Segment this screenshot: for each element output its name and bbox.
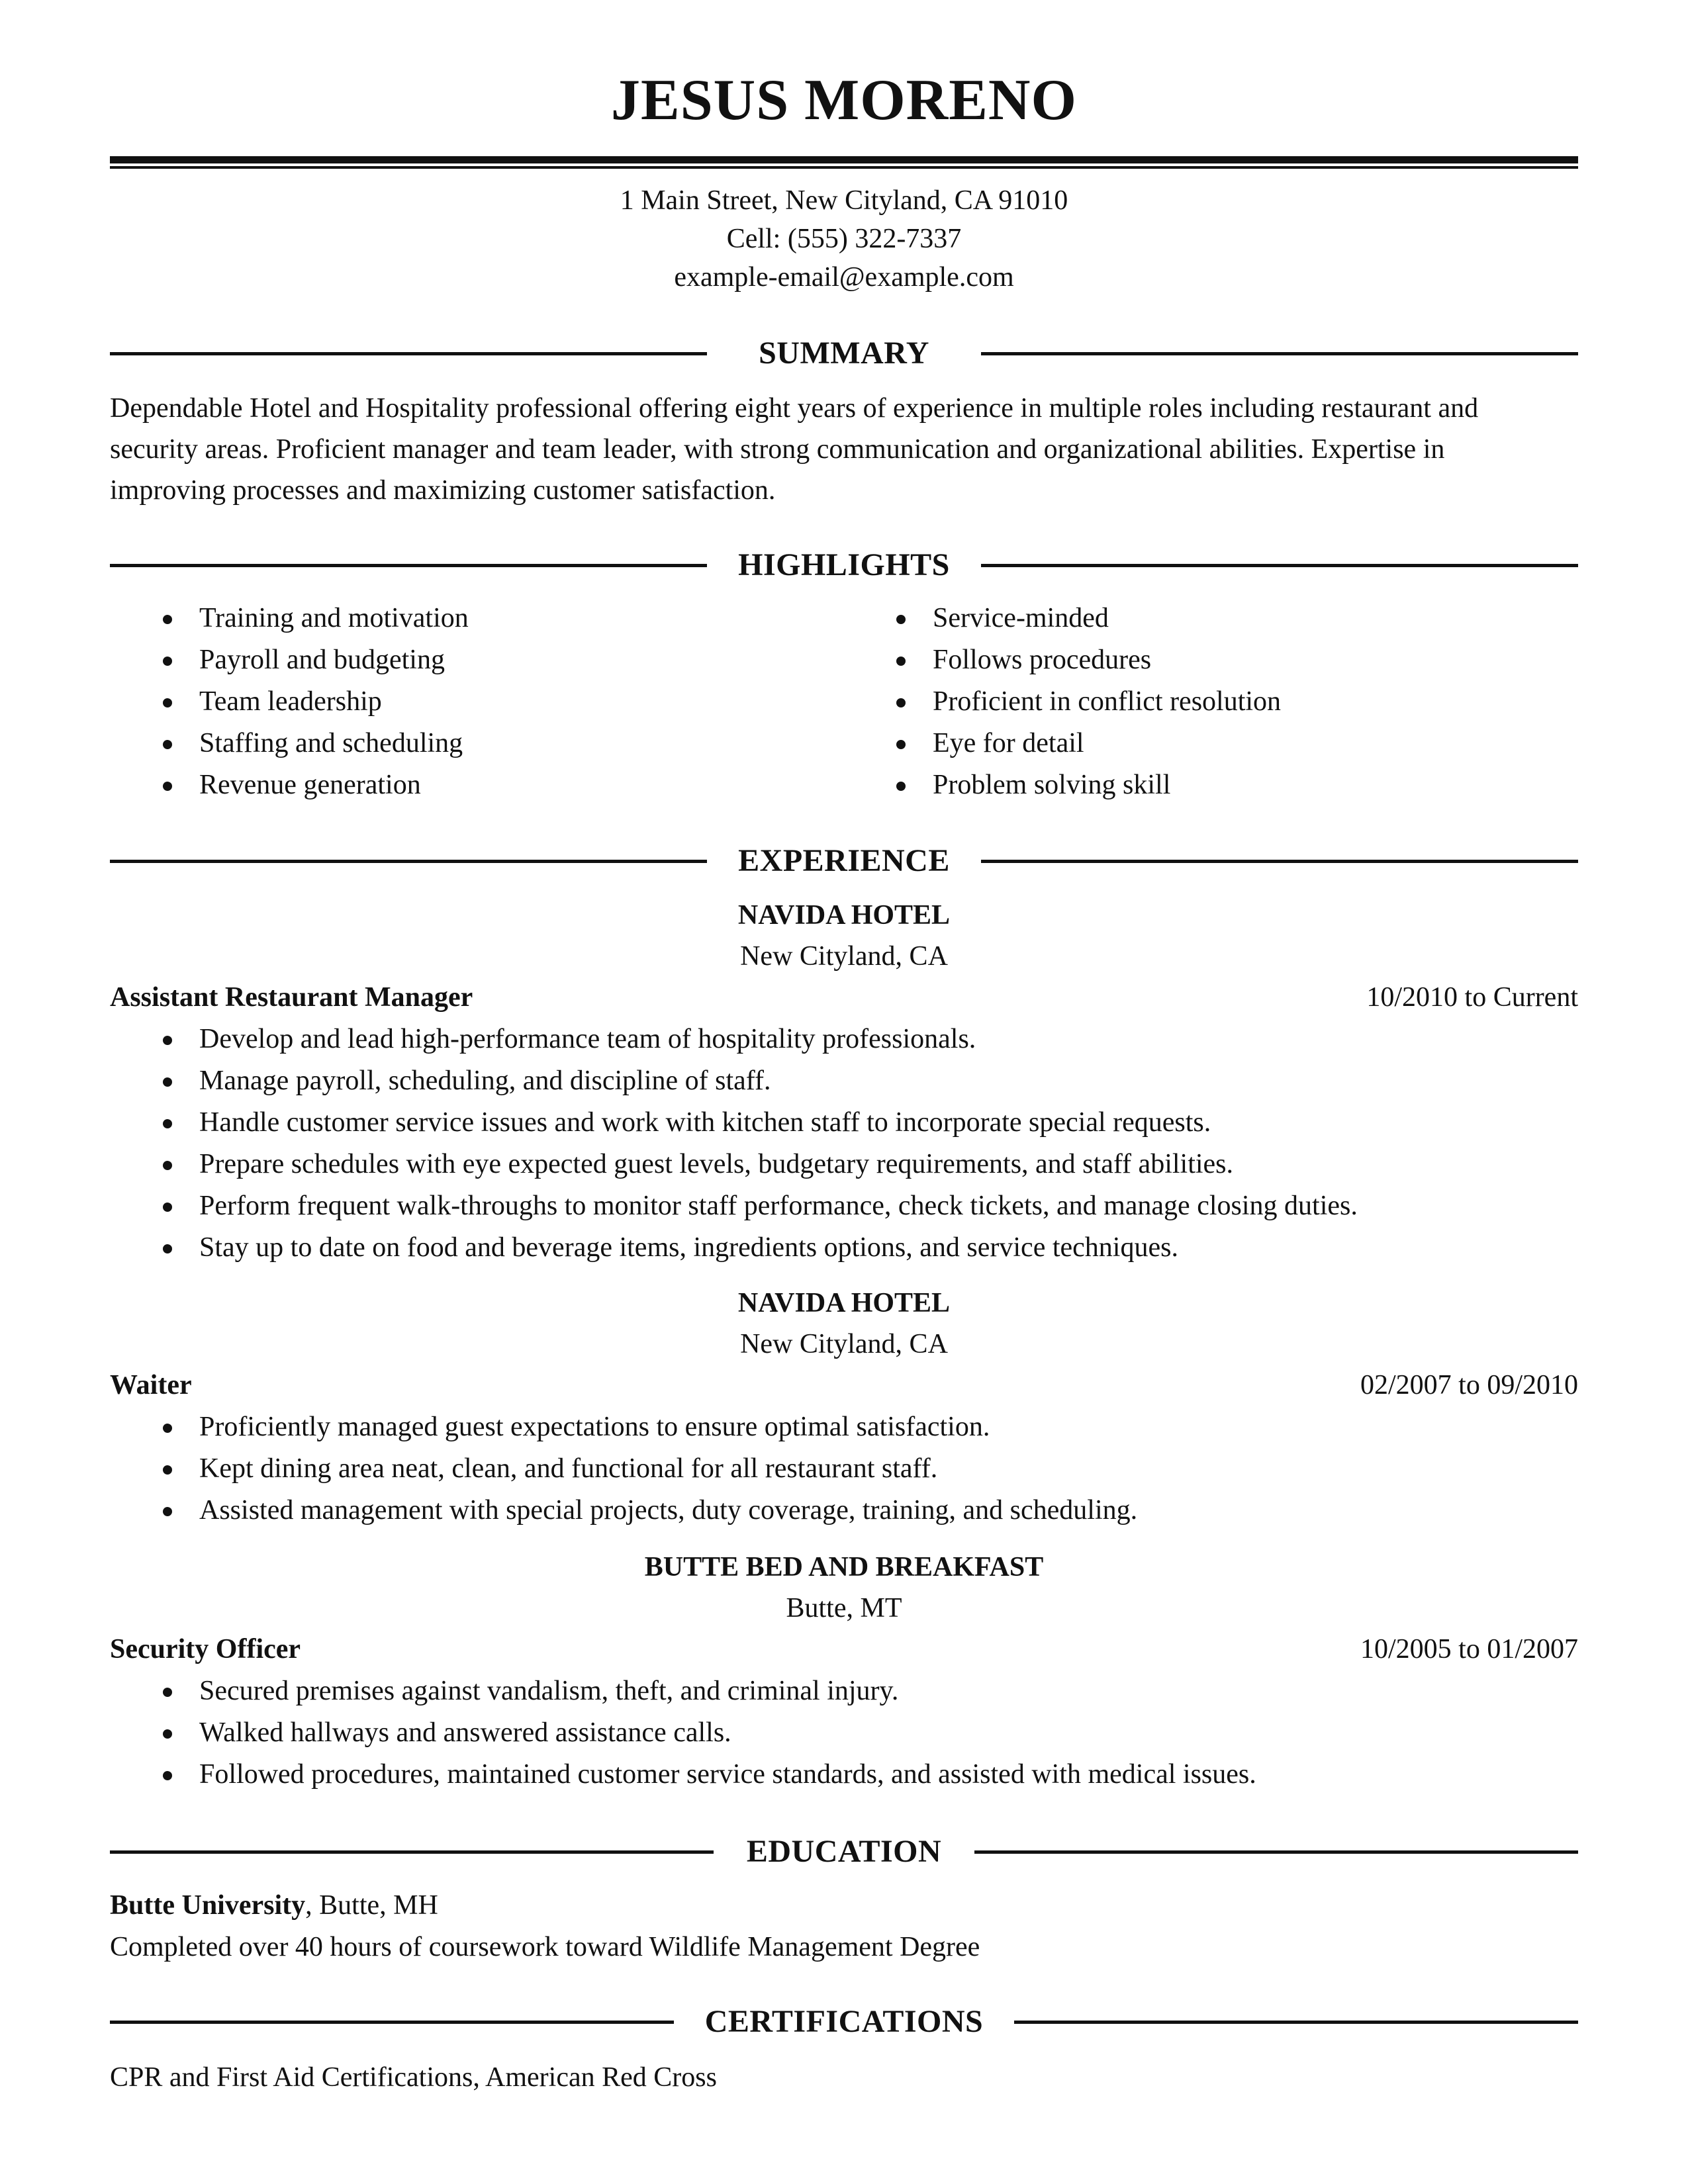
job-bullet: Walked hallways and answered assistance calls. [110, 1712, 1578, 1754]
job-bullet: Perform frequent walk-throughs to monitor staff performance, check tickets, and manage closing duties. [110, 1185, 1578, 1227]
job-bullet: Secured premises against vandalism, theft, and criminal injury. [110, 1670, 1578, 1712]
resume-page [110, 0, 1578, 2184]
section-title: SUMMARY [759, 336, 929, 371]
job-title: Security Officer [110, 1634, 301, 1664]
job-title: Waiter [110, 1370, 192, 1400]
company-location: New Cityland, CA [740, 1329, 948, 1359]
summary-text [110, 388, 1578, 511]
summary-line: Dependable Hotel and Hospitality professional offering eight years of experience in multiple roles including restaurant and [110, 393, 1479, 424]
section-highlights-header [110, 544, 1578, 586]
job-title: Assistant Restaurant Manager [110, 982, 473, 1013]
education-entry [110, 1885, 1578, 1968]
highlight-item: Follows procedures [843, 639, 1281, 681]
job-bullet: Handle customer service issues and work with kitchen staff to incorporate special requests. [110, 1102, 1578, 1144]
company-name: BUTTE BED AND BREAKFAST [644, 1552, 1044, 1582]
section-summary-header [110, 332, 1578, 375]
highlight-item: Service-minded [843, 598, 1281, 639]
candidate-name: JESUS MORENO [611, 68, 1077, 132]
email: example-email@example.com [674, 262, 1014, 293]
job-entry [110, 1283, 1578, 1531]
job-bullet: Manage payroll, scheduling, and discipline of staff. [110, 1060, 1578, 1102]
address: 1 Main Street, New Cityland, CA 91010 [620, 185, 1068, 216]
highlight-item: Problem solving skill [843, 764, 1281, 806]
job-entry [110, 1547, 1578, 1796]
company-location: New Cityland, CA [740, 941, 948, 972]
highlight-item: Revenue generation [110, 764, 469, 806]
company-name: NAVIDA HOTEL [737, 1288, 951, 1318]
job-dates: 10/2005 to 01/2007 [1360, 1634, 1578, 1664]
highlight-item: Training and motivation [110, 598, 469, 639]
highlight-item: Team leadership [110, 681, 469, 723]
section-divider [981, 860, 1578, 863]
job-bullets [110, 1019, 1578, 1269]
school-location: , Butte, MH [305, 1890, 438, 1921]
highlight-item: Staffing and scheduling [110, 723, 469, 764]
section-title: CERTIFICATIONS [704, 2004, 984, 2039]
highlight-item: Proficient in conflict resolution [843, 681, 1281, 723]
job-bullet: Followed procedures, maintained customer service standards, and assisted with medical issues. [110, 1754, 1578, 1796]
highlight-item: Eye for detail [843, 723, 1281, 764]
highlights-right-list [843, 598, 1281, 806]
section-education-header [110, 1831, 1578, 1873]
header-rule-thin [110, 166, 1578, 169]
role-row [110, 1629, 1578, 1670]
section-divider [981, 352, 1578, 355]
education-school-line [110, 1885, 1578, 1927]
job-bullets [110, 1406, 1578, 1531]
company-location: Butte, MT [786, 1593, 902, 1623]
school-name: Butte University [110, 1890, 306, 1921]
section-experience-header [110, 840, 1578, 882]
certification-entry: CPR and First Aid Certifications, American Red Cross [110, 2062, 717, 2093]
role-row [110, 1365, 1578, 1406]
job-bullet: Proficiently managed guest expectations to ensure optimal satisfaction. [110, 1406, 1578, 1448]
summary-line: security areas. Proficient manager and team leader, with strong communication and organizational abilities. Expertise in [110, 434, 1445, 465]
section-title: EDUCATION [746, 1834, 942, 1869]
job-bullet: Develop and lead high-performance team of hospitality professionals. [110, 1019, 1578, 1060]
job-dates: 02/2007 to 09/2010 [1360, 1370, 1578, 1400]
section-certifications-header [110, 2001, 1578, 2043]
highlights-left-list [110, 598, 469, 806]
section-title: EXPERIENCE [738, 843, 950, 878]
education-detail: Completed over 40 hours of coursework toward Wildlife Management Degree [110, 1932, 980, 1962]
contact-block [110, 181, 1578, 296]
job-dates: 10/2010 to Current [1366, 982, 1578, 1013]
job-bullet: Kept dining area neat, clean, and functional for all restaurant staff. [110, 1448, 1578, 1490]
header-rule-thick [110, 156, 1578, 163]
summary-line: improving processes and maximizing customer satisfaction. [110, 475, 776, 506]
highlight-item: Payroll and budgeting [110, 639, 469, 681]
section-divider [981, 564, 1578, 567]
section-title: HIGHLIGHTS [738, 547, 950, 582]
role-row [110, 977, 1578, 1019]
job-bullet: Prepare schedules with eye expected guest levels, budgetary requirements, and staff abilities. [110, 1144, 1578, 1185]
job-bullets [110, 1670, 1578, 1796]
job-bullet: Assisted management with special projects, duty coverage, training, and scheduling. [110, 1490, 1578, 1531]
phone: Cell: (555) 322-7337 [726, 224, 962, 254]
section-divider [974, 1850, 1578, 1854]
job-bullet: Stay up to date on food and beverage items, ingredients options, and service techniques. [110, 1227, 1578, 1269]
company-name: NAVIDA HOTEL [737, 900, 951, 931]
job-entry [110, 895, 1578, 1269]
section-divider [1014, 2021, 1578, 2024]
